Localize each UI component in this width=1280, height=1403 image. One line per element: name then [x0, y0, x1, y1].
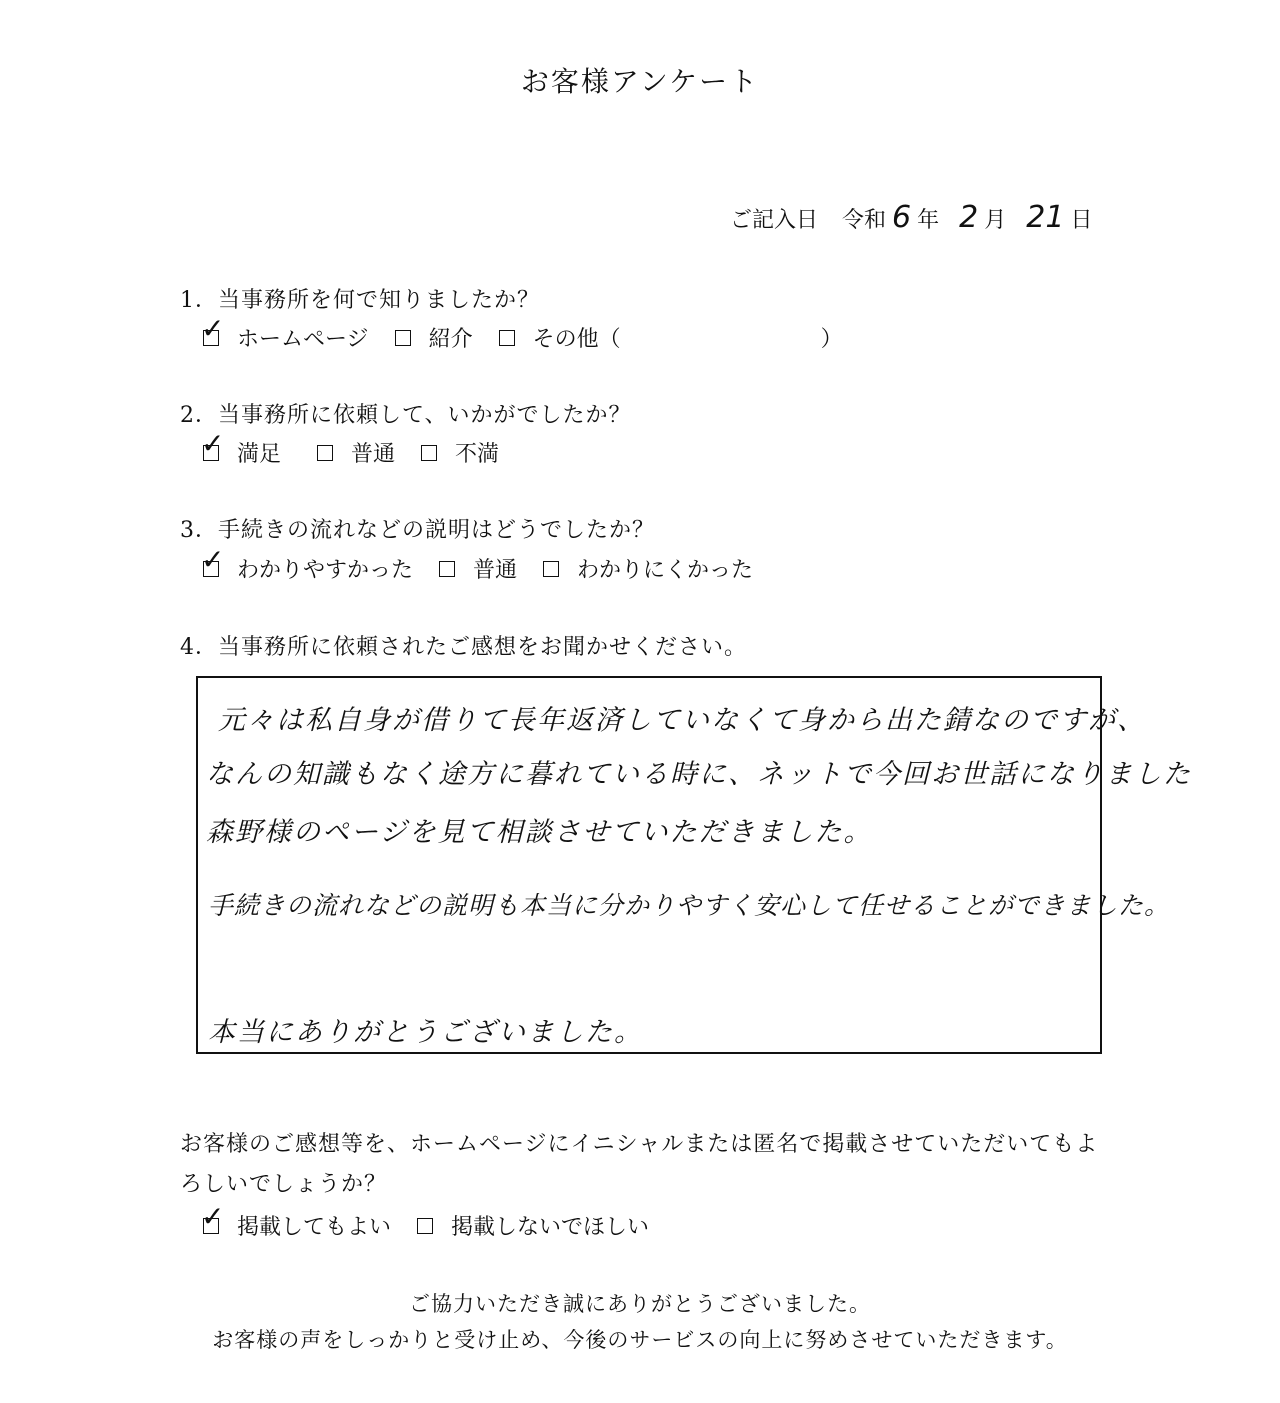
option-average[interactable]	[317, 437, 395, 468]
footer-thanks: ご協力いただき誠にありがとうございました。	[409, 1292, 871, 1316]
answer-line-1: 元々は私自身が借りて長年返済していなくて身から出た錆なのですが、	[218, 705, 1146, 736]
close-paren: ）	[820, 327, 843, 352]
option-satisfied[interactable]	[201, 426, 282, 468]
option-label: わかりにくかった	[577, 558, 754, 583]
date-year-value[interactable]: 6	[892, 200, 912, 235]
option-label: 掲載しないでほしい	[451, 1215, 650, 1240]
date-year-unit: 年	[917, 208, 940, 233]
question-3: 3．手続きの流れなどの説明はどうでしたか？	[180, 518, 655, 543]
checkbox[interactable]	[439, 561, 455, 577]
checkbox[interactable]	[499, 330, 515, 346]
publish-consent-options	[201, 1199, 675, 1241]
question-1-options	[201, 311, 869, 353]
checkbox[interactable]	[543, 561, 559, 577]
checkbox[interactable]	[421, 445, 437, 461]
comment-answer-box[interactable]	[196, 676, 1192, 1054]
answer-line-4: 手続きの流れなどの説明も本当に分かりやすく安心して任せることができました。	[208, 891, 1171, 920]
checkbox[interactable]	[201, 1199, 225, 1234]
option-label: 満足	[237, 442, 282, 467]
date-month-value[interactable]: 2	[959, 200, 979, 235]
date-month-unit: 月	[984, 208, 1007, 233]
option-label: 不満	[455, 442, 500, 467]
option-referral[interactable]	[395, 322, 473, 353]
question-2: 2．当事務所に依頼して、いかがでしたか？	[180, 403, 632, 428]
footer-message: お客様の声をしっかりと受け止め、今後のサービスの向上に努めさせていただきます。	[212, 1328, 1068, 1352]
option-hard[interactable]	[543, 553, 753, 584]
question-3-options	[201, 542, 779, 584]
date-era: 令和	[842, 208, 887, 233]
check-mark-icon: ✓	[201, 1199, 225, 1233]
option-other[interactable]	[499, 322, 843, 353]
option-allow-publish[interactable]	[201, 1199, 392, 1241]
check-mark-icon: ✓	[201, 311, 225, 345]
option-label: 紹介	[428, 327, 473, 352]
option-label: ホームページ	[237, 327, 369, 352]
page-title: お客様アンケート	[520, 65, 760, 98]
option-easy[interactable]	[201, 542, 414, 584]
checkbox[interactable]	[395, 330, 411, 346]
answer-line-2: なんの知識もなく途方に暮れている時に、ネットで今回お世話になりました	[206, 759, 1192, 790]
answer-line-5: 本当にありがとうございました。	[208, 1017, 643, 1048]
date-day-value[interactable]: 21	[1026, 200, 1065, 235]
option-label: 普通	[351, 442, 396, 467]
check-mark-icon: ✓	[201, 426, 225, 460]
date-day-unit: 日	[1070, 208, 1093, 233]
date-label: ご記入日	[730, 208, 819, 233]
option-label: 掲載してもよい	[237, 1215, 392, 1240]
option-label: その他（	[532, 327, 621, 352]
entry-date	[730, 200, 1092, 235]
option-deny-publish[interactable]	[417, 1210, 649, 1241]
option-label: わかりやすかった	[237, 558, 414, 583]
checkbox[interactable]	[317, 445, 333, 461]
check-mark-icon: ✓	[201, 542, 225, 576]
option-dissatisfied[interactable]	[421, 437, 499, 468]
question-1: 1．当事務所を何で知りましたか？	[180, 288, 540, 313]
publish-consent-question: お客様のご感想等を、ホームページにイニシャルまたは匿名で掲載させていただいてもよろしいでしょうか？	[180, 1132, 1099, 1197]
checkbox[interactable]	[201, 542, 225, 577]
answer-line-3: 森野様のページを見て相談させていただきました。	[206, 817, 873, 848]
question-4: 4．当事務所に依頼されたご感想をお聞かせください。	[180, 635, 747, 660]
checkbox[interactable]	[201, 426, 225, 461]
checkbox[interactable]	[201, 311, 225, 346]
checkbox[interactable]	[417, 1218, 433, 1234]
option-label: 普通	[473, 558, 518, 583]
option-homepage[interactable]	[201, 311, 369, 353]
question-2-options	[201, 426, 525, 468]
option-average[interactable]	[439, 553, 517, 584]
